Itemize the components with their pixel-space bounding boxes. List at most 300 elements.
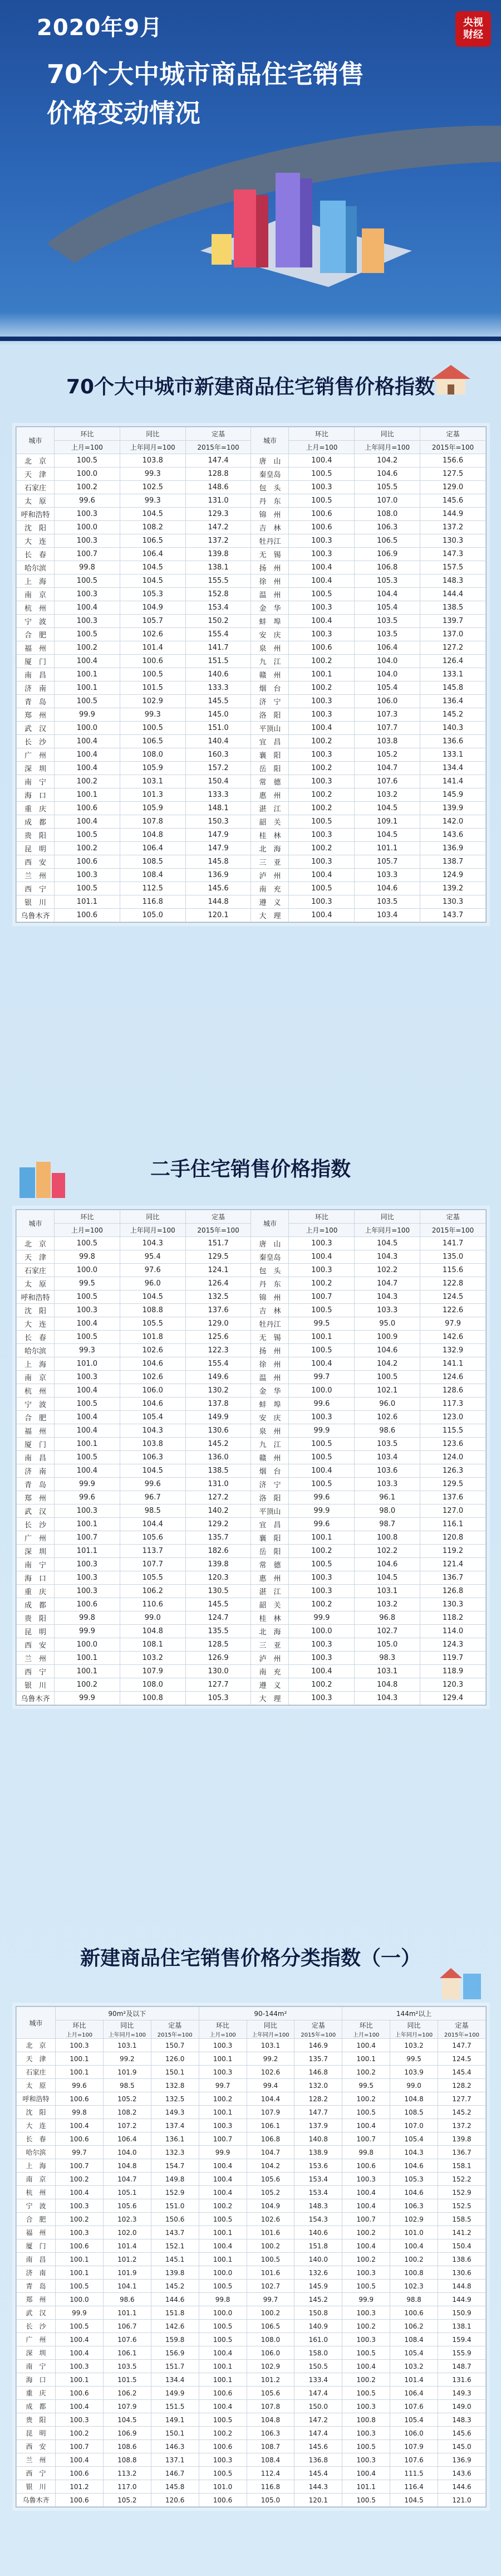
mom-cell: 101.1: [55, 1545, 120, 1558]
value-cell: 100.6: [390, 2306, 438, 2320]
yoy-cell: 104.9: [120, 601, 185, 615]
value-cell: 105.2: [247, 2186, 294, 2199]
base-cell: 133.1: [420, 668, 486, 681]
mom-cell: 100.4: [55, 1424, 120, 1438]
mom-cell: 100.3: [289, 1571, 355, 1585]
base-cell: 145.5: [185, 1598, 251, 1611]
city-cell: 桂 林: [251, 1611, 289, 1625]
th2-mom-2: 环比: [289, 1210, 355, 1224]
mom-cell: 100.3: [55, 1558, 120, 1571]
table-row: [17, 882, 486, 895]
value-cell: 156.9: [151, 2346, 199, 2360]
value-cell: 150.1: [151, 2066, 199, 2079]
value-cell: 104.4: [247, 2092, 294, 2106]
yoy-cell: 100.8: [355, 1531, 420, 1545]
city-cell: 蚌 埠: [251, 615, 289, 628]
value-cell: 104.8: [103, 2159, 151, 2173]
city-cell: 遵 义: [251, 895, 289, 909]
mom-cell: 100.7: [289, 1291, 355, 1304]
base-cell: 151.5: [185, 655, 251, 668]
base-cell: 130.2: [185, 1384, 251, 1397]
yoy-cell: 106.5: [120, 735, 185, 748]
yoy-cell: 103.3: [355, 1304, 420, 1317]
table-row: [17, 2346, 486, 2360]
mom-cell: 100.5: [289, 494, 355, 508]
value-cell: 100.3: [199, 2453, 247, 2467]
value-cell: 100.4: [390, 2239, 438, 2253]
table-row: [17, 1692, 486, 1705]
yoy-cell: 99.3: [120, 708, 185, 722]
city-cell: 扬 州: [251, 1344, 289, 1357]
yoy-cell: 104.6: [355, 468, 420, 481]
table-row: [17, 2266, 486, 2280]
yoy-cell: 106.8: [355, 561, 420, 574]
value-cell: 102.9: [247, 2360, 294, 2373]
value-cell: 106.7: [103, 2320, 151, 2333]
base-cell: 141.1: [420, 1357, 486, 1371]
value-cell: 150.8: [294, 2306, 342, 2320]
yoy-cell: 106.3: [355, 521, 420, 534]
mom-cell: 100.4: [55, 762, 120, 775]
value-cell: 137.1: [151, 2453, 199, 2467]
base-cell: 141.7: [420, 1237, 486, 1250]
building-blue-side: [346, 206, 357, 273]
base-cell: 139.9: [420, 802, 486, 815]
base-cell: 145.8: [420, 681, 486, 695]
value-cell: 100.4: [56, 2453, 104, 2467]
value-cell: 100.3: [342, 2173, 390, 2186]
yoy-cell: 104.8: [120, 1625, 185, 1638]
table-row: [17, 2213, 486, 2226]
yoy-cell: 108.5: [120, 855, 185, 869]
table-row: [17, 534, 486, 548]
city-cell: 湛 江: [251, 802, 289, 815]
th3-yoy-sub: 上年同月=100: [252, 2032, 289, 2038]
table-row: [17, 1518, 486, 1531]
mom-cell: 100.4: [289, 561, 355, 574]
value-cell: 100.6: [56, 2132, 104, 2146]
value-cell: 100.1: [56, 2266, 104, 2280]
yoy-cell: 107.6: [355, 775, 420, 788]
city-cell: 哈尔滨: [17, 2146, 56, 2159]
table-row: [17, 521, 486, 534]
city-cell: 南 宁: [17, 775, 55, 788]
city-cell: 金 华: [251, 1384, 289, 1397]
mom-cell: 100.4: [55, 655, 120, 668]
base-cell: 130.3: [420, 895, 486, 909]
yoy-cell: 99.3: [120, 494, 185, 508]
table-row: [17, 2360, 486, 2373]
value-cell: 100.4: [199, 2186, 247, 2199]
base-cell: 145.2: [185, 1438, 251, 1451]
value-cell: 100.1: [342, 2052, 390, 2066]
value-cell: 145.9: [294, 2280, 342, 2293]
mom-cell: 100.1: [55, 681, 120, 695]
mom-cell: 100.1: [55, 1438, 120, 1451]
value-cell: 103.1: [103, 2039, 151, 2052]
city-cell: 哈尔滨: [17, 1344, 55, 1357]
value-cell: 100.6: [56, 2239, 104, 2253]
value-cell: 140.8: [294, 2132, 342, 2146]
city-cell: 泉 州: [251, 641, 289, 655]
mom-cell: 100.3: [55, 588, 120, 601]
base-cell: 129.4: [420, 1692, 486, 1705]
mom-cell: 100.4: [289, 722, 355, 735]
city-cell: 襄 阳: [251, 1531, 289, 1545]
yoy-cell: 102.2: [355, 1545, 420, 1558]
yoy-cell: 104.0: [355, 668, 420, 681]
city-cell: 重 庆: [17, 802, 55, 815]
table-row: [17, 2079, 486, 2092]
city-cell: 长 春: [17, 548, 55, 561]
value-cell: 100.7: [342, 2213, 390, 2226]
base-cell: 129.0: [420, 481, 486, 494]
value-cell: 100.5: [199, 2213, 247, 2226]
value-cell: 105.6: [247, 2387, 294, 2400]
th3-yoy-3: [390, 2020, 438, 2039]
value-cell: 100.6: [199, 2387, 247, 2400]
base-cell: 124.6: [420, 1371, 486, 1384]
value-cell: 98.8: [390, 2293, 438, 2306]
base-cell: 141.7: [185, 641, 251, 655]
yoy-cell: 108.1: [120, 1638, 185, 1652]
value-cell: 100.3: [342, 2453, 390, 2467]
table-row: [17, 2132, 486, 2146]
yoy-cell: 96.8: [355, 1611, 420, 1625]
yoy-cell: 100.9: [355, 1331, 420, 1344]
table-row: [17, 2173, 486, 2186]
city-cell: 银 川: [17, 895, 55, 909]
th-mom-2: 环比: [289, 427, 355, 441]
mom-cell: 100.3: [55, 1585, 120, 1598]
mom-cell: 100.2: [289, 1277, 355, 1291]
value-cell: 107.2: [103, 2119, 151, 2132]
city-cell: 宜 昌: [251, 1518, 289, 1531]
base-cell: 150.2: [185, 615, 251, 628]
value-cell: 106.2: [103, 2387, 151, 2400]
base-cell: 137.0: [420, 628, 486, 641]
value-cell: 145.4: [438, 2066, 486, 2079]
yoy-cell: 104.8: [355, 1678, 420, 1692]
mom-cell: 100.3: [289, 1652, 355, 1665]
city-cell: 三 亚: [251, 855, 289, 869]
table-row: [17, 2253, 486, 2266]
table-row: [17, 588, 486, 601]
table-row: [17, 1638, 486, 1652]
mom-cell: 100.0: [55, 722, 120, 735]
yoy-cell: 97.6: [120, 1264, 185, 1277]
value-cell: 100.5: [56, 2320, 104, 2333]
building-red: [234, 189, 256, 267]
city-cell: 南 宁: [17, 2360, 56, 2373]
value-cell: 100.2: [342, 2320, 390, 2333]
th2-yoy-sub: 上年同月=100: [120, 1224, 185, 1237]
th-city: 城市: [17, 427, 55, 454]
value-cell: 99.9: [56, 2306, 104, 2320]
base-cell: 140.3: [420, 722, 486, 735]
value-cell: 131.6: [438, 2373, 486, 2387]
value-cell: 152.9: [151, 2186, 199, 2199]
table-row: [17, 468, 486, 481]
value-cell: 104.5: [103, 2413, 151, 2427]
base-cell: 137.6: [185, 1304, 251, 1317]
logo-text: 央视财经: [463, 17, 483, 41]
value-cell: 100.3: [342, 2427, 390, 2440]
date-title: 2020年9月: [37, 15, 163, 41]
value-cell: 100.2: [342, 2373, 390, 2387]
value-cell: 100.2: [247, 2306, 294, 2320]
table-row: [17, 454, 486, 468]
value-cell: 149.1: [151, 2413, 199, 2427]
yoy-cell: 103.1: [355, 1585, 420, 1598]
value-cell: 100.6: [199, 2494, 247, 2507]
base-cell: 142.0: [420, 815, 486, 829]
table-row: [17, 2440, 486, 2453]
base-cell: 120.3: [185, 1571, 251, 1585]
city-cell: 天 津: [17, 1250, 55, 1264]
base-cell: 129.3: [185, 508, 251, 521]
yoy-cell: 104.4: [355, 588, 420, 601]
value-cell: 100.2: [342, 2226, 390, 2239]
base-cell: 148.1: [185, 802, 251, 815]
table-row: [17, 2226, 486, 2239]
yoy-cell: 103.8: [355, 735, 420, 748]
value-cell: 106.3: [390, 2199, 438, 2213]
th3-yoy-2: [247, 2020, 294, 2039]
value-cell: 100.2: [199, 2199, 247, 2213]
base-cell: 126.4: [420, 655, 486, 668]
table-row: [17, 1451, 486, 1464]
value-cell: 140.6: [294, 2226, 342, 2239]
value-cell: 100.4: [56, 2400, 104, 2413]
value-cell: 100.3: [56, 2226, 104, 2239]
base-cell: 120.1: [185, 909, 251, 922]
yoy-cell: 105.9: [120, 802, 185, 815]
value-cell: 104.7: [103, 2173, 151, 2186]
table-row: [17, 802, 486, 815]
value-cell: 135.7: [294, 2052, 342, 2066]
value-cell: 100.3: [56, 2360, 104, 2373]
value-cell: 133.4: [294, 2373, 342, 2387]
classified-table-body: [17, 2039, 486, 2507]
mom-cell: 100.3: [289, 1638, 355, 1652]
value-cell: 147.4: [294, 2387, 342, 2400]
yoy-cell: 104.4: [120, 1518, 185, 1531]
base-cell: 127.0: [420, 1504, 486, 1518]
value-cell: 100.3: [342, 2333, 390, 2346]
value-cell: 141.2: [438, 2226, 486, 2239]
city-cell: 平顶山: [251, 722, 289, 735]
th3-base-2: [294, 2020, 342, 2039]
value-cell: 102.6: [247, 2066, 294, 2079]
value-cell: 145.6: [294, 2440, 342, 2453]
city-cell: 泸 州: [251, 1652, 289, 1665]
value-cell: 100.7: [56, 2440, 104, 2453]
table-row: [17, 2494, 486, 2507]
value-cell: 159.8: [151, 2333, 199, 2346]
mom-cell: 100.0: [55, 1264, 120, 1277]
city-cell: 太 原: [17, 2079, 56, 2092]
city-cell: 南 昌: [17, 2253, 56, 2266]
yoy-cell: 103.2: [355, 1598, 420, 1611]
value-cell: 100.3: [342, 2400, 390, 2413]
th2-city-2: 城市: [251, 1210, 289, 1237]
city-cell: 天 津: [17, 2052, 56, 2066]
mom-cell: 100.3: [55, 1504, 120, 1518]
city-cell: 杭 州: [17, 1384, 55, 1397]
mom-cell: 100.5: [55, 574, 120, 588]
value-cell: 100.2: [342, 2066, 390, 2079]
yoy-cell: 113.7: [120, 1545, 185, 1558]
mom-cell: 100.3: [289, 1411, 355, 1424]
value-cell: 132.3: [151, 2146, 199, 2159]
city-cell: 郑 州: [17, 708, 55, 722]
value-cell: 100.3: [56, 2199, 104, 2213]
th-mom-sub-2: 上月=100: [289, 441, 355, 454]
yoy-cell: 104.5: [120, 1464, 185, 1478]
value-cell: 99.8: [199, 2293, 247, 2306]
new-housing-table: [16, 427, 486, 922]
city-cell: 牡丹江: [251, 534, 289, 548]
table-row: [17, 1531, 486, 1545]
value-cell: 100.1: [199, 2052, 247, 2066]
th3-mom-2: [199, 2020, 247, 2039]
th-base-2: 定基: [420, 427, 486, 441]
mom-cell: 100.5: [55, 1397, 120, 1411]
value-cell: 159.4: [438, 2333, 486, 2346]
yoy-cell: 98.7: [355, 1518, 420, 1531]
mom-cell: 100.4: [55, 1317, 120, 1331]
value-cell: 103.5: [103, 2360, 151, 2373]
yoy-cell: 107.0: [355, 494, 420, 508]
table-row: [17, 695, 486, 708]
base-cell: 141.4: [420, 775, 486, 788]
th2-mom: 环比: [55, 1210, 120, 1224]
city-cell: 大 连: [17, 1317, 55, 1331]
city-cell: 武 汉: [17, 2306, 56, 2320]
mom-cell: 100.2: [55, 775, 120, 788]
table-row: [17, 2373, 486, 2387]
value-cell: 105.4: [390, 2132, 438, 2146]
th-yoy-2: 同比: [355, 427, 420, 441]
yoy-cell: 103.3: [355, 869, 420, 882]
mom-cell: 100.3: [289, 695, 355, 708]
mom-cell: 100.5: [55, 829, 120, 842]
city-cell: 锦 州: [251, 508, 289, 521]
yoy-cell: 104.5: [355, 1571, 420, 1585]
value-cell: 154.3: [294, 2213, 342, 2226]
table-row: [17, 829, 486, 842]
th3-group1: 90m²及以下: [56, 2007, 199, 2020]
building-red-side: [256, 195, 268, 267]
city-cell: 岳 阳: [251, 762, 289, 775]
value-cell: 107.6: [390, 2453, 438, 2467]
city-cell: 大 理: [251, 1692, 289, 1705]
city-cell: 北 海: [251, 842, 289, 855]
yoy-cell: 104.7: [355, 1277, 420, 1291]
new-housing-table-body: [17, 454, 486, 922]
base-cell: 147.3: [420, 548, 486, 561]
table-row: [17, 1585, 486, 1598]
yoy-cell: 95.4: [120, 1250, 185, 1264]
mom-cell: 100.2: [289, 802, 355, 815]
table-row: [17, 1545, 486, 1558]
yoy-cell: 107.7: [120, 1558, 185, 1571]
mom-cell: 99.5: [289, 1317, 355, 1331]
mom-cell: 100.1: [55, 1652, 120, 1665]
value-cell: 100.4: [342, 2239, 390, 2253]
table-row: [17, 1237, 486, 1250]
city-cell: 韶 关: [251, 1598, 289, 1611]
city-cell: 广 州: [17, 1531, 55, 1545]
value-cell: 100.4: [199, 2173, 247, 2186]
value-cell: 147.7: [438, 2039, 486, 2052]
value-cell: 145.2: [438, 2106, 486, 2119]
city-cell: 呼和浩特: [17, 1291, 55, 1304]
table-row: [17, 1317, 486, 1331]
value-cell: 101.2: [56, 2480, 104, 2494]
table-row: [17, 708, 486, 722]
value-cell: 145.6: [438, 2427, 486, 2440]
value-cell: 104.3: [390, 2146, 438, 2159]
city-cell: 烟 台: [251, 1464, 289, 1478]
mom-cell: 100.4: [289, 454, 355, 468]
city-cell: 深 圳: [17, 2346, 56, 2360]
base-cell: 126.4: [185, 1277, 251, 1291]
value-cell: 99.6: [56, 2079, 104, 2092]
table-row: [17, 1665, 486, 1678]
city-cell: 惠 州: [251, 1571, 289, 1585]
city-cell: 长 春: [17, 2132, 56, 2146]
value-cell: 139.8: [438, 2132, 486, 2146]
mom-cell: 100.5: [55, 1451, 120, 1464]
mom-cell: 100.3: [55, 534, 120, 548]
value-cell: 100.2: [56, 2173, 104, 2186]
mom-cell: 100.4: [55, 601, 120, 615]
mom-cell: 100.3: [289, 481, 355, 494]
mom-cell: 100.4: [289, 1357, 355, 1371]
mom-cell: 100.4: [289, 1665, 355, 1678]
city-cell: 成 都: [17, 815, 55, 829]
th-yoy: 同比: [120, 427, 185, 441]
th2-base-2: 定基: [420, 1210, 486, 1224]
value-cell: 101.4: [390, 2373, 438, 2387]
base-cell: 129.5: [185, 1250, 251, 1264]
mom-cell: 100.3: [55, 508, 120, 521]
yoy-cell: 101.4: [120, 641, 185, 655]
yoy-cell: 105.7: [120, 615, 185, 628]
value-cell: 102.3: [390, 2280, 438, 2293]
value-cell: 100.5: [199, 2413, 247, 2427]
city-cell: 重 庆: [17, 1585, 55, 1598]
mom-cell: 99.9: [289, 1504, 355, 1518]
city-cell: 宁 波: [17, 1397, 55, 1411]
yoy-cell: 106.5: [120, 534, 185, 548]
value-cell: 136.8: [294, 2453, 342, 2467]
value-cell: 147.4: [294, 2427, 342, 2440]
yoy-cell: 104.8: [120, 829, 185, 842]
th-base: 定基: [185, 427, 251, 441]
mom-cell: 100.3: [55, 869, 120, 882]
value-cell: 153.6: [294, 2159, 342, 2173]
value-cell: 100.4: [56, 2186, 104, 2199]
base-cell: 130.6: [185, 1424, 251, 1438]
mom-cell: 100.1: [55, 788, 120, 802]
city-cell: 昆 明: [17, 842, 55, 855]
yoy-cell: 105.4: [120, 1411, 185, 1424]
city-cell: 杭 州: [17, 2186, 56, 2199]
city-cell: 兰 州: [17, 1652, 55, 1665]
